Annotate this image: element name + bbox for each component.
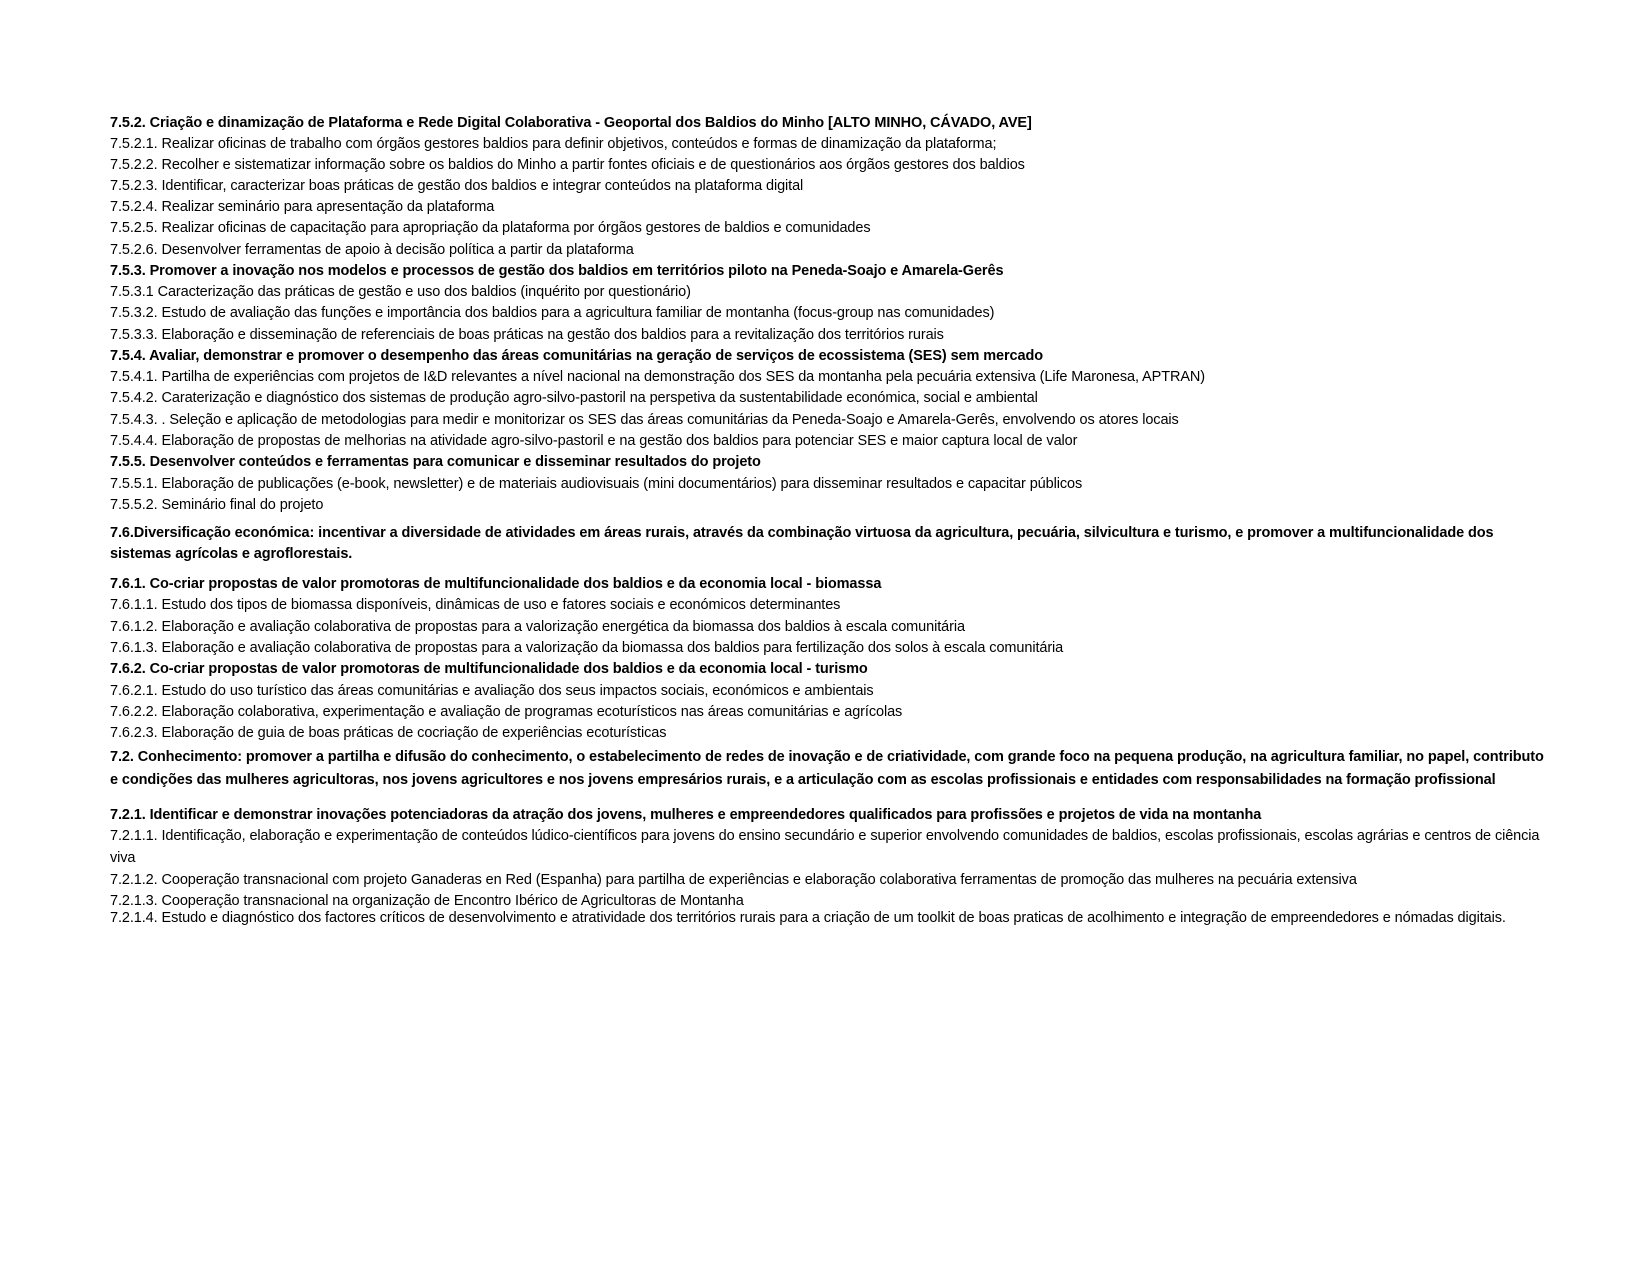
item-7-5-3-2: 7.5.3.2. Estudo de avaliação das funções e importância dos baldios para a agricultura familiar de montanha (focus-group nas comunidades) (110, 305, 995, 321)
item-7-2-1-4: 7.2.1.4. Estudo e diagnóstico dos factores críticos de desenvolvimento e atratividade dos territórios rurais para a criação de um toolkit de boas praticas de acolhimento e integração de empreendedores e nómadas digitais. (110, 910, 1506, 926)
heading-7-5-3: 7.5.3. Promover a inovação nos modelos e processos de gestão dos baldios em territórios piloto na Peneda-Soajo e Amarela-Gerês (110, 263, 1004, 279)
item-7-6-2-2: 7.6.2.2. Elaboração colaborativa, experimentação e avaliação de programas ecoturísticos nas áreas comunitárias e agrícolas (110, 704, 903, 720)
heading-7-6-2: 7.6.2. Co-criar propostas de valor promotoras de multifuncionalidade dos baldios e da economia local - turismo (110, 661, 868, 677)
heading-7-6-1: 7.6.1. Co-criar propostas de valor promotoras de multifuncionalidade dos baldios e da economia local - biomassa (110, 576, 882, 592)
item-7-5-2-3: 7.5.2.3. Identificar, caracterizar boas práticas de gestão dos baldios e integrar conteúdos na plataforma digital (110, 178, 804, 194)
item-7-6-1-2: 7.6.1.2. Elaboração e avaliação colaborativa de propostas para a valorização energética da biomassa dos baldios à escala comunitária (110, 619, 965, 635)
item-7-2-1-1: 7.2.1.1. Identificação, elaboração e experimentação de conteúdos lúdico-científicos para jovens do ensino secundário e superior envolvendo comunidades de baldios, escolas profissionais, escolas agrárias e centros de ciência viva (110, 828, 1540, 866)
heading-7-5-2: 7.5.2. Criação e dinamização de Plataforma e Rede Digital Colaborativa - Geoportal dos Baldios do Minho [ALTO MINHO, CÁVADO, AVE] (110, 115, 1032, 131)
item-7-5-4-2: 7.5.4.2. Caraterização e diagnóstico dos sistemas de produção agro-silvo-pastoril na perspetiva da sustentabilidade económica, social e ambiental (110, 390, 1038, 406)
item-7-6-2-3: 7.6.2.3. Elaboração de guia de boas práticas de cocriação de experiências ecoturísticas (110, 725, 667, 741)
heading-7-2: 7.2. Conhecimento: promover a partilha e difusão do conhecimento, o estabelecimento de redes de inovação e de criatividade, com grande foco na pequena produção, na agricultura familiar, no papel, contributo e condições das mulheres agricultoras, nos jovens agricultores e nos jovens empresários rurais, e a articulação com as escolas profissionais e entidades com responsabilidades na formação profissional (110, 749, 1544, 788)
heading-7-5-5: 7.5.5. Desenvolver conteúdos e ferramentas para comunicar e disseminar resultados do projeto (110, 454, 761, 470)
heading-7-2-1: 7.2.1. Identificar e demonstrar inovações potenciadoras da atração dos jovens, mulheres e empreendedores qualificados para profissões e projetos de vida na montanha (110, 807, 1262, 823)
item-7-5-2-4: 7.5.2.4. Realizar seminário para apresentação da plataforma (110, 199, 495, 215)
item-7-5-5-2: 7.5.5.2. Seminário final do projeto (110, 497, 324, 513)
item-7-6-1-3: 7.6.1.3. Elaboração e avaliação colaborativa de propostas para a valorização da biomassa dos baldios para fertilização dos solos à escala comunitária (110, 640, 1064, 656)
item-7-6-1-1: 7.6.1.1. Estudo dos tipos de biomassa disponíveis, dinâmicas de uso e fatores sociais e económicos determinantes (110, 597, 841, 613)
heading-7-6: 7.6.Diversificação económica: incentivar a diversidade de atividades em áreas rurais, através da combinação virtuosa da agricultura, pecuária, silvicultura e turismo, e promover a multifuncionalidade dos sistemas agrícolas e agroflorestais. (110, 525, 1494, 562)
item-7-5-4-3: 7.5.4.3. . Seleção e aplicação de metodologias para medir e monitorizar os SES das áreas comunitárias da Peneda-Soajo e Amarela-Gerês, envolvendo os atores locais (110, 412, 1179, 428)
item-7-5-3-1: 7.5.3.1 Caracterização das práticas de gestão e uso dos baldios (inquérito por questionário) (110, 284, 691, 300)
item-7-6-2-1: 7.6.2.1. Estudo do uso turístico das áreas comunitárias e avaliação dos seus impactos sociais, económicos e ambientais (110, 683, 874, 699)
heading-7-5-4: 7.5.4. Avaliar, demonstrar e promover o desempenho das áreas comunitárias na geração de serviços de ecossistema (SES) sem mercado (110, 348, 1043, 364)
item-7-5-4-4: 7.5.4.4. Elaboração de propostas de melhorias na atividade agro-silvo-pastoril e na gestão dos baldios para potenciar SES e maior captura local de valor (110, 433, 1078, 449)
item-7-2-1-2: 7.2.1.2. Cooperação transnacional com projeto Ganaderas en Red (Espanha) para partilha de experiências e elaboração colaborativa ferramentas de promoção das mulheres na pecuária extensiva (110, 872, 1357, 888)
item-7-5-2-6: 7.5.2.6. Desenvolver ferramentas de apoio à decisão política a partir da plataforma (110, 242, 634, 258)
item-7-5-3-3: 7.5.3.3. Elaboração e disseminação de referenciais de boas práticas na gestão dos baldios para a revitalização dos territórios rurais (110, 327, 944, 343)
item-7-5-2-2: 7.5.2.2. Recolher e sistematizar informação sobre os baldios do Minho a partir fontes oficiais e de questionários aos órgãos gestores dos baldios (110, 157, 1025, 173)
item-7-5-5-1: 7.5.5.1. Elaboração de publicações (e-book, newsletter) e de materiais audiovisuais (mini documentários) para disseminar resultados e capacitar públicos (110, 476, 1083, 492)
item-7-2-1-3: 7.2.1.3. Cooperação transnacional na organização de Encontro Ibérico de Agricultoras de Montanha (110, 893, 744, 909)
item-7-5-2-1: 7.5.2.1. Realizar oficinas de trabalho com órgãos gestores baldios para definir objetivos, conteúdos e formas de dinamização da plataforma; (110, 136, 997, 152)
item-7-5-2-5: 7.5.2.5. Realizar oficinas de capacitação para apropriação da plataforma por órgãos gestores de baldios e comunidades (110, 220, 871, 236)
item-7-5-4-1: 7.5.4.1. Partilha de experiências com projetos de I&D relevantes a nível nacional na demonstração dos SES da montanha pela pecuária extensiva (Life Maronesa, APTRAN) (110, 369, 1205, 385)
